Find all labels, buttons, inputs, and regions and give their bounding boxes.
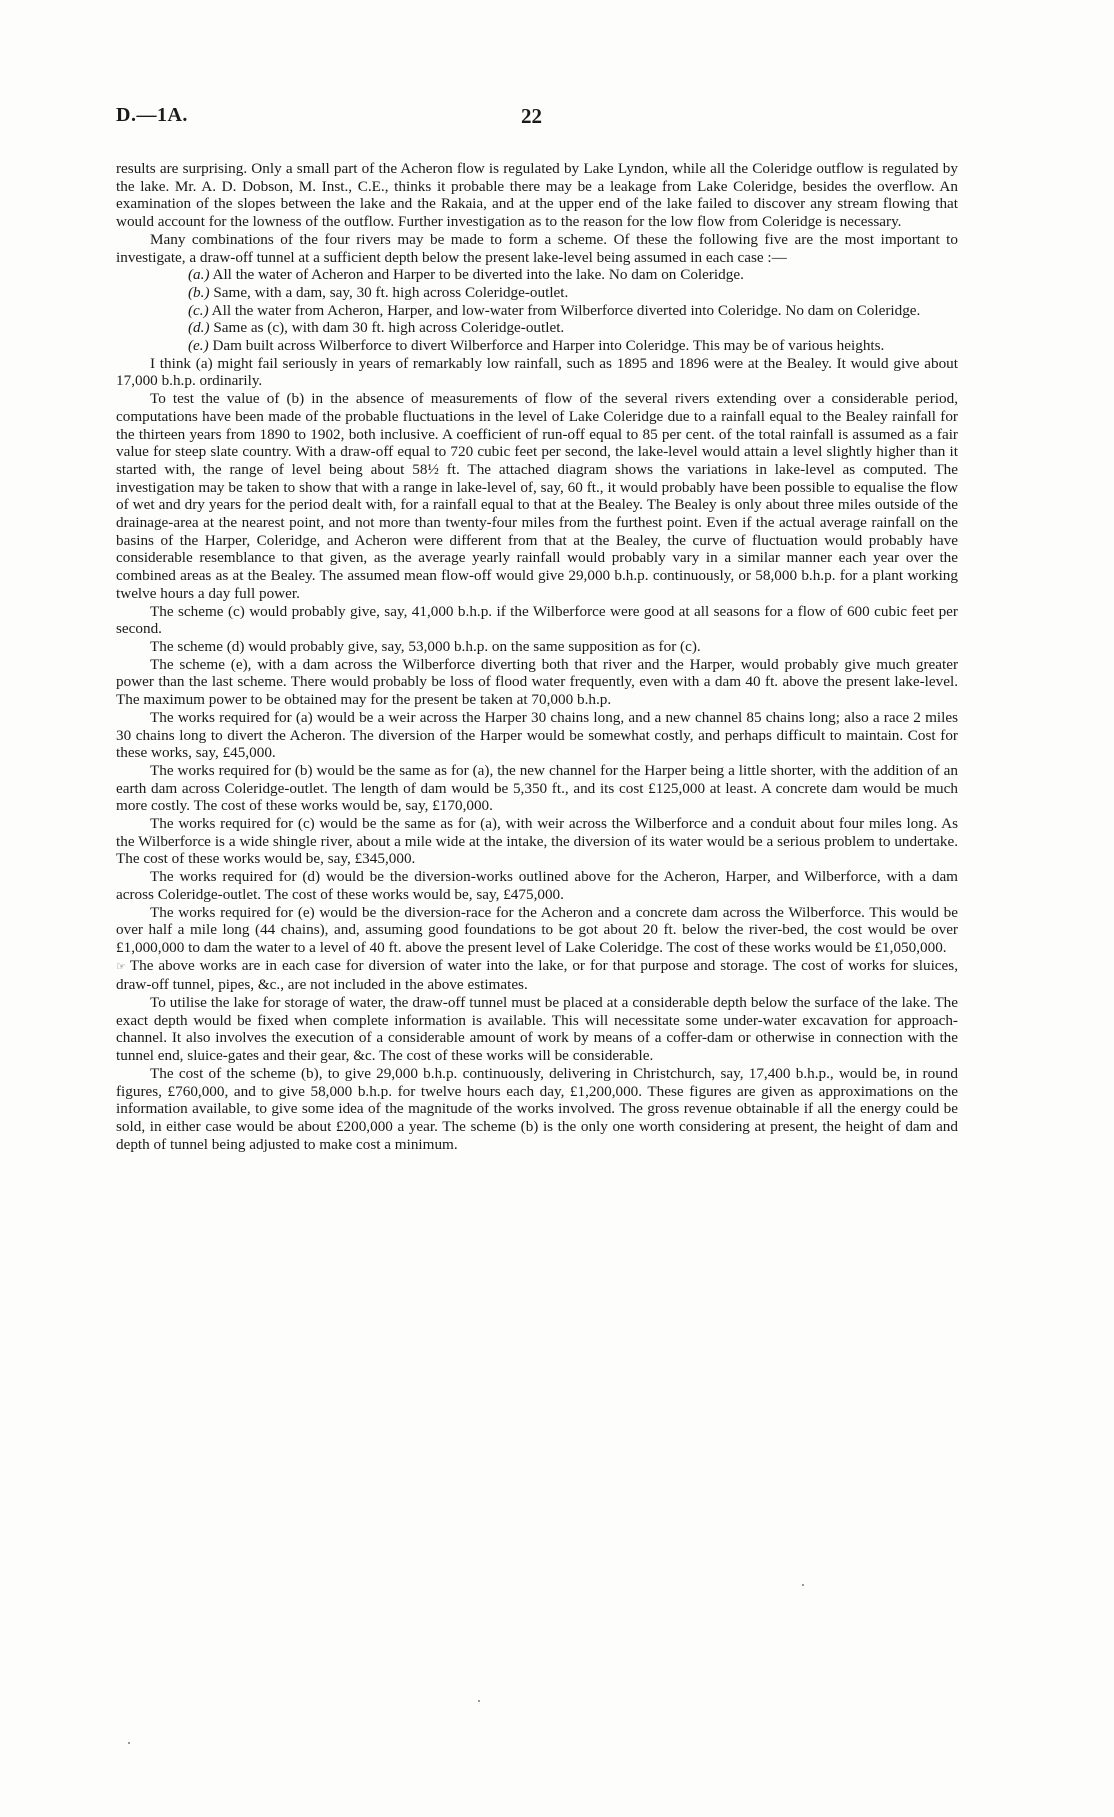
document-code: D.—1A.	[116, 104, 188, 126]
list-item	[116, 302, 958, 320]
paragraph: results are surprising. Only a small part of the Acheron flow is regulated by Lake Lyndon, while all the Coleridge outflow is regulated by the lake. Mr. A. D. Dobson, M. Inst., C.E., thinks it probable there may be a leakage from Lake Coleridge, besides the overflow. An examination of the slopes between the lake and the Rakaia, and at the upper end of the lake failed to discover any stream flowing that would account for the lowness of the outflow. Further investigation as to the reason for the low flow from Coleridge is necessary.	[116, 160, 958, 231]
paragraph: Many combinations of the four rivers may be made to form a scheme. Of these the following five are the most important to investigate, a draw-off tunnel at a sufficient depth below the present lake-level being assumed in each case :—	[116, 230, 958, 266]
print-speck	[802, 1584, 804, 1586]
print-speck	[478, 1700, 480, 1702]
paragraph: To test the value of (b) in the absence of measurements of flow of the several rivers extending over a considerable period, computations have been made of the probable fluctuations in the level of Lake Coleridge due to a rainfall equal to the Bealey rainfall for the thirteen years from 1890 to 1902, both inclusive. A coefficient of run-off equal to 85 per cent. of the total rainfall is assumed as a fair value for steep slate country. With a draw-off equal to 720 cubic feet per second, the lake-level would attain a level slightly higher than it started with, the range of level being about 58½ ft. The attached diagram shows the variations in lake-level as computed. The investigation may be taken to show that with a range in lake-level of, say, 60 ft., it would probably have been possible to equalise the flow of wet and dry years for the period dealt with, for a rainfall equal to that at the Bealey. The Bealey is only about three miles outside of the drainage-area at the nearest point, and not more than twenty-four miles from the furthest point. Even if the actual average rainfall on the basins of the Harper, Coleridge, and Acheron were different from that at the Bealey, the curve of fluctuation would probably have considerable resemblance to that given, as the average yearly rainfall would probably vary in a similar manner each year over the combined areas as at the Bealey. The assumed mean flow-off would give 29,000 b.h.p. continuously, or 58,000 b.h.p. for a plant working twelve hours a day full power.	[116, 390, 958, 602]
paragraph	[116, 957, 958, 994]
paragraph: The works required for (a) would be a weir across the Harper 30 chains long, and a new channel 85 chains long; also a race 2 miles 30 chains long to divert the Acheron. The diversion of the Harper would be somewhat costly, and perhaps difficult to maintain. Cost for these works, say, £45,000.	[116, 708, 958, 762]
list-item-letter: (e.)	[188, 337, 209, 355]
print-speck	[128, 1742, 130, 1744]
list-item-text: Same, with a dam, say, 30 ft. high across Coleridge-outlet.	[213, 283, 569, 301]
list-item	[116, 337, 958, 355]
paragraph: To utilise the lake for storage of water, the draw-off tunnel must be placed at a considerable depth below the surface of the lake. The exact depth would be fixed when complete information is available. This will necessitate some under-water excavation for approach-channel. It also involves the execution of a considerable amount of work by means of a coffer-dam or otherwise in connection with the tunnel end, sluice-gates and their gear, &c. The cost of these works will be considerable.	[116, 994, 958, 1065]
paragraph: The works required for (c) would be the same as for (a), with weir across the Wilberforce and a conduit about four miles long. As the Wilberforce is a wide shingle river, about a mile wide at the intake, the diversion of its water would be a serious problem to undertake. The cost of these works would be, say, £345,000.	[116, 815, 958, 868]
pointing-hand-icon: ☞	[116, 960, 126, 973]
list-item	[116, 319, 958, 337]
paragraph: The works required for (e) would be the diversion-race for the Acheron and a concrete dam across the Wilberforce. This would be over half a mile long (44 chains), and, assuming good foundations to be got about 20 ft. below the river-bed, the cost would be over £1,000,000 to dam the water to a level of 40 ft. above the present level of Lake Coleridge. The cost of these works would be £1,050,000.	[116, 903, 958, 956]
paragraph: The works required for (d) would be the diversion-works outlined above for the Acheron, Harper, and Wilberforce, with a dam across Coleridge-outlet. The cost of these works would be, say, £475,000.	[116, 868, 958, 903]
list-item-letter: (d.)	[188, 319, 210, 337]
body-text	[116, 160, 958, 1153]
list-item-text: All the water of Acheron and Harper to be diverted into the lake. No dam on Coleridge.	[212, 266, 744, 284]
paragraph: The works required for (b) would be the same as for (a), the new channel for the Harper being a little shorter, with the addition of an earth dam across Coleridge-outlet. The length of dam would be 5,350 ft., and its cost £125,000 at least. A concrete dam would be much more costly. The cost of these works would be, say, £170,000.	[116, 761, 958, 815]
list-item-text: Dam built across Wilberforce to divert Wilberforce and Harper into Coleridge. This may be of various heights.	[212, 337, 885, 355]
list-item-letter: (c.)	[188, 301, 209, 319]
paragraph-text: The above works are in each case for diversion of water into the lake, or for that purpose and storage. The cost of works for sluices, draw-off tunnel, pipes, &c., are not included in the above estimates.	[116, 956, 958, 994]
list-item-text: All the water from Acheron, Harper, and low-water from Wilberforce diverted into Coleridge. No dam on Coleridge.	[211, 301, 921, 319]
page-header	[116, 104, 956, 134]
paragraph: The scheme (d) would probably give, say, 53,000 b.h.p. on the same supposition as for (c).	[150, 637, 701, 655]
list-item-letter: (a.)	[188, 266, 210, 284]
list-item-letter: (b.)	[188, 283, 210, 301]
list-item-text: Same as (c), with dam 30 ft. high across Coleridge-outlet.	[213, 319, 565, 337]
list-item	[116, 266, 958, 284]
paragraph: The scheme (e), with a dam across the Wilberforce diverting both that river and the Harper, would probably give much greater power than the last scheme. There would probably be loss of flood water frequently, even with a dam 40 ft. above the present lake-level. The maximum power to be obtained may for the present be taken at 70,000 b.h.p.	[116, 655, 958, 709]
page-number: 22	[521, 104, 542, 128]
scheme-list	[116, 266, 958, 355]
paragraph: I think (a) might fail seriously in years of remarkably low rainfall, such as 1895 and 1896 were at the Bealey. It would give about 17,000 b.h.p. ordinarily.	[116, 354, 958, 390]
paragraph: The scheme (c) would probably give, say, 41,000 b.h.p. if the Wilberforce were good at all seasons for a flow of 600 cubic feet per second.	[116, 602, 958, 638]
paragraph: The cost of the scheme (b), to give 29,000 b.h.p. continuously, delivering in Christchurch, say, 17,400 b.h.p., would be, in round figures, £760,000, and to give 58,000 b.h.p. for twelve hours each day, £1,200,000. These figures are given as approximations on the information available, to give some idea of the magnitude of the works involved. The gross revenue obtainable if all the energy could be sold, in either case would be about £200,000 a year. The scheme (b) is the only one worth considering at present, the height of dam and depth of tunnel being adjusted to make cost a minimum.	[116, 1064, 958, 1153]
list-item	[116, 284, 958, 302]
